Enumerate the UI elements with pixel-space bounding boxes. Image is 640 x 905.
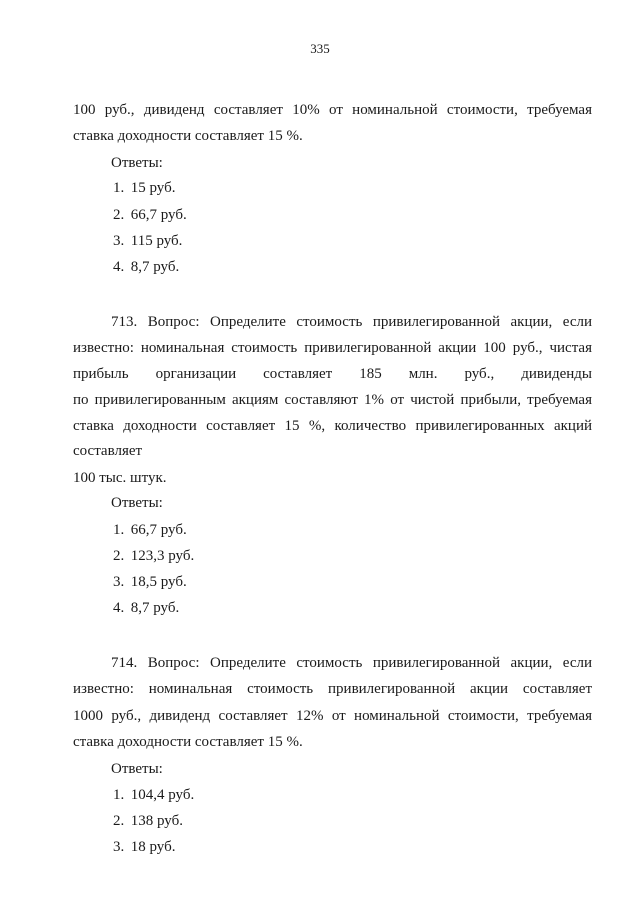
answer-text: 8,7 руб.	[130, 600, 180, 616]
answers-label: Ответы:	[111, 495, 163, 511]
answer-number: 4.	[113, 600, 125, 616]
question-heading: 714. Вопрос: Определите стоимость привилегированной акции, если	[111, 655, 592, 671]
answer-option	[113, 258, 179, 276]
answer-text: 18,5 руб.	[130, 574, 187, 590]
answer-option	[113, 599, 179, 617]
text-line: прибыль организации составляет 185 млн. руб., дивиденды	[73, 366, 592, 382]
answer-text: 115 руб.	[130, 233, 183, 249]
text-line: известно: номинальная стоимость привилегированной акции 100 руб., чистая	[73, 340, 592, 356]
text-line: 100 тыс. штук.	[73, 470, 167, 486]
answer-option	[113, 573, 187, 591]
text-line: по привилегированным акциям составляют 1% от чистой прибыли, требуемая	[73, 392, 592, 408]
answer-number: 3.	[113, 233, 125, 249]
answer-text: 66,7 руб.	[130, 522, 187, 538]
answer-number: 2.	[113, 813, 125, 829]
answer-text: 104,4 руб.	[130, 787, 195, 803]
answer-number: 4.	[113, 259, 125, 275]
answer-number: 3.	[113, 839, 125, 855]
answer-option	[113, 232, 182, 250]
answer-text: 18 руб.	[130, 839, 176, 855]
answer-option	[113, 206, 187, 224]
answer-text: 15 руб.	[130, 180, 176, 196]
answer-number: 1.	[113, 522, 125, 538]
answer-option	[113, 547, 194, 565]
answer-number: 3.	[113, 574, 125, 590]
answers-label: Ответы:	[111, 761, 163, 777]
text-line: известно: номинальная стоимость привилегированной акции составляет	[73, 681, 592, 697]
answer-number: 1.	[113, 180, 125, 196]
answer-text: 123,3 руб.	[130, 548, 195, 564]
question-heading: 713. Вопрос: Определите стоимость привилегированной акции, если	[111, 314, 592, 330]
text-line: составляет	[73, 443, 143, 459]
text-line: ставка доходности составляет 15 %.	[73, 128, 303, 144]
answer-text: 8,7 руб.	[130, 259, 180, 275]
answer-option	[113, 812, 183, 830]
answer-number: 2.	[113, 207, 125, 223]
answers-label: Ответы:	[111, 155, 163, 171]
page-number: 335	[310, 41, 330, 56]
answer-text: 138 руб.	[130, 813, 183, 829]
answer-option	[113, 786, 194, 804]
answer-option	[113, 521, 187, 539]
text-line: ставка доходности составляет 15 %.	[73, 734, 303, 750]
answer-option	[113, 838, 176, 856]
answer-option	[113, 179, 176, 197]
answer-text: 66,7 руб.	[130, 207, 187, 223]
text-line: 1000 руб., дивиденд составляет 12% от номинальной стоимости, требуемая	[73, 708, 592, 724]
text-line: 100 руб., дивиденд составляет 10% от номинальной стоимости, требуемая	[73, 102, 592, 118]
answer-number: 2.	[113, 548, 125, 564]
text-line: ставка доходности составляет 15 %, количество привилегированных акций	[73, 418, 592, 434]
answer-number: 1.	[113, 787, 125, 803]
